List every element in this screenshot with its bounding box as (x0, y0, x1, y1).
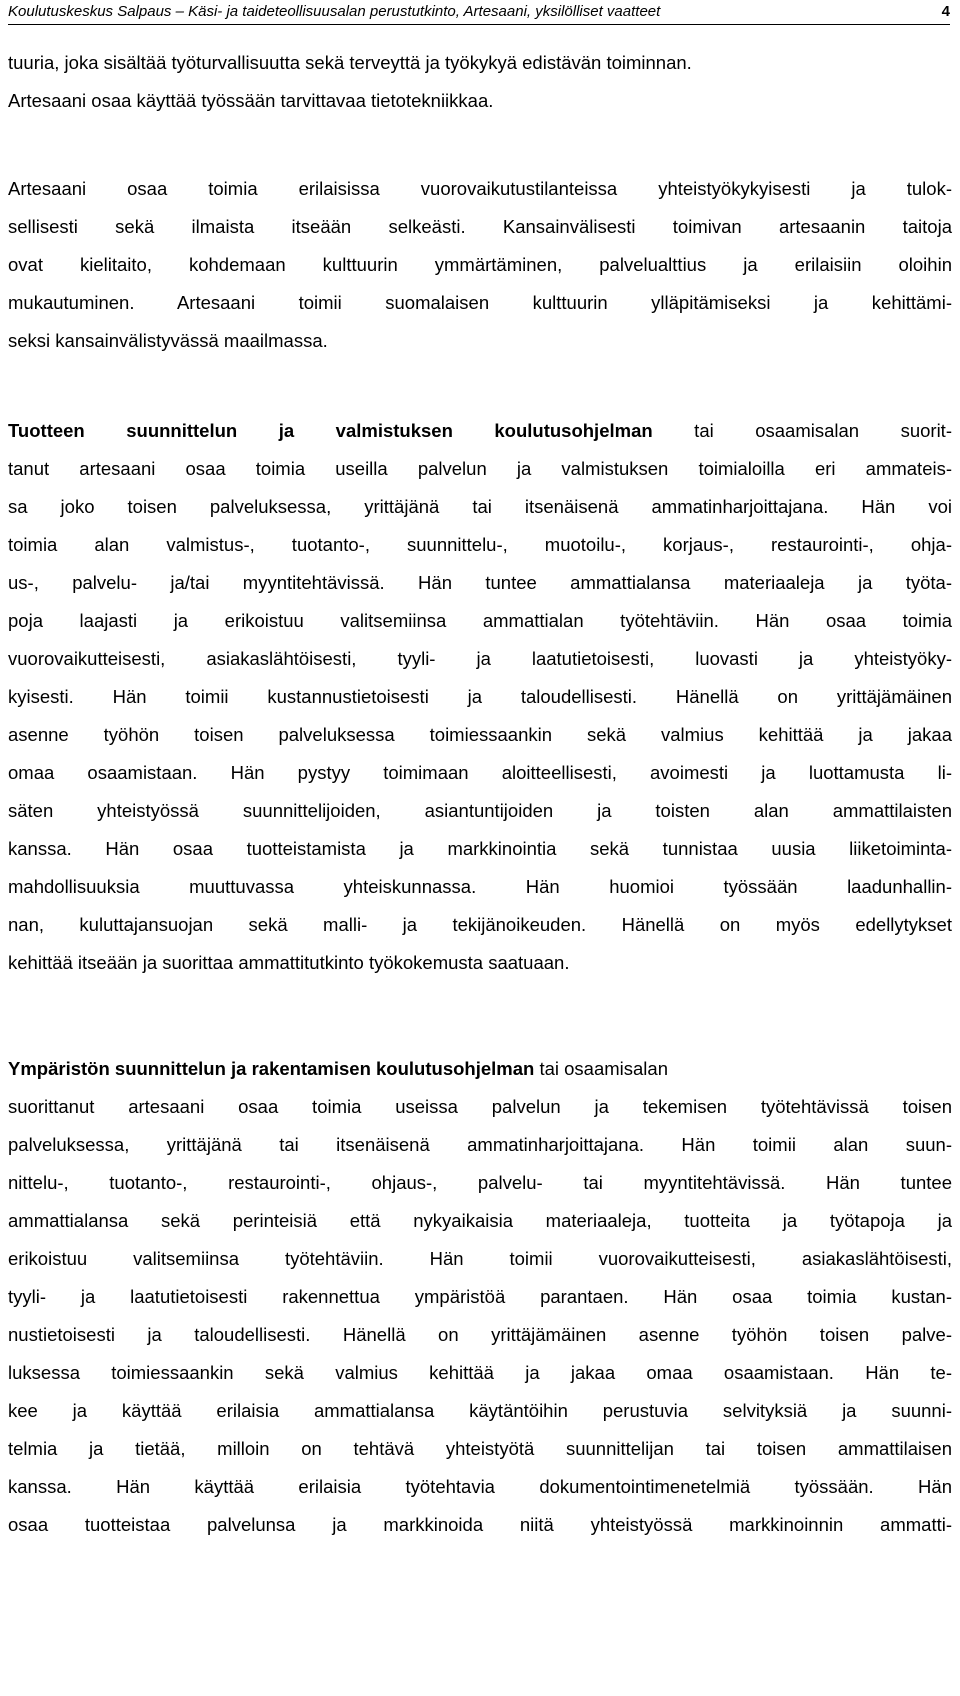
line-text: mukautuminen. Artesaani toimii suomalaisen kulttuurin ylläpitämiseksi ja kehittämi- (8, 292, 952, 313)
line-text: nan, kuluttajansuojan sekä malli- ja tekijänoikeuden. Hänellä on myös edellytykset (8, 914, 952, 935)
program-name: Tuotteen suunnittelun ja valmistuksen koulutusohjelman (8, 420, 653, 441)
text-line (8, 1164, 952, 1202)
line-text: osaa tuotteistaa palvelunsa ja markkinoida niitä yhteistyössä markkinoinnin ammatti- (8, 1514, 952, 1535)
header-title: Koulutuskeskus Salpaus – Käsi- ja taideteollisuusalan perustutkinto, Artesaani, yksilölliset vaatteet (8, 3, 661, 20)
line-text: omaa osaamistaan. Hän pystyy toimimaan aloitteellisesti, avoimesti ja luottamusta li- (8, 762, 952, 783)
page-header (8, 2, 950, 25)
line-text: tai osaamisalan suorit- (652, 420, 952, 441)
line-text: kyisesti. Hän toimii kustannustietoisesti ja taloudellisesti. Hänellä on yrittäjämäinen (8, 686, 952, 707)
text-line (8, 754, 952, 792)
text-line (8, 1392, 952, 1430)
text-line (8, 716, 952, 754)
paragraph-environment-design (8, 1050, 952, 1544)
line-text: asenne työhön toisen palveluksessa toimiessaankin sekä valmius kehittää ja jakaa (8, 724, 952, 745)
line-text: erikoistuu valitsemiinsa työtehtäviin. Hän toimii vuorovaikutteisesti, asiakaslähtöisesti, (8, 1248, 952, 1269)
text-line (8, 564, 952, 602)
line-text: ammattialansa sekä perinteisiä että nykyaikaisia materiaaleja, tuotteita ja työtapoja ja (8, 1210, 952, 1231)
text-line (8, 412, 952, 450)
line-text: toimia alan valmistus-, tuotanto-, suunnittelu-, muotoilu-, korjaus-, restaurointi-, ohja- (8, 534, 952, 555)
text-line (8, 792, 952, 830)
line-text: Artesaani osaa käyttää työssään tarvittavaa tietotekniikkaa. (8, 90, 494, 111)
line-text: tai osaamisalan (534, 1058, 668, 1079)
text-line (8, 906, 952, 944)
text-line (8, 1506, 952, 1544)
line-text: mahdollisuuksia muuttuvassa yhteiskunnassa. Hän huomioi työssään laadunhallin- (8, 876, 952, 897)
paragraph-product-design (8, 412, 952, 982)
line-text: sellisesti sekä ilmaista itseään selkeästi. Kansainvälisesti toimivan artesaanin taitoja (8, 216, 952, 237)
line-text: ovat kielitaito, kohdemaan kulttuurin ymmärtäminen, palvelualttius ja erilaisiin oloihin (8, 254, 952, 275)
paragraph-interaction (8, 170, 952, 360)
line-text: Artesaani osaa toimia erilaisissa vuorovaikutustilanteissa yhteistyökykyisesti ja tulok- (8, 178, 952, 199)
line-text: kehittää itseään ja suorittaa ammattitutkinto työkokemusta saatuaan. (8, 952, 570, 973)
text-line (8, 44, 952, 82)
line-text: palveluksessa, yrittäjänä tai itsenäisenä ammatinharjoittajana. Hän toimii alan suun- (8, 1134, 952, 1155)
text-line (8, 944, 952, 982)
line-text: sa joko toisen palveluksessa, yrittäjänä tai itsenäisenä ammatinharjoittajana. Hän voi (8, 496, 952, 517)
line-text: tanut artesaani osaa toimia useilla palvelun ja valmistuksen toimialoilla eri ammateis- (8, 458, 952, 479)
line-text: vuorovaikutteisesti, asiakaslähtöisesti, tyyli- ja laatutietoisesti, luovasti ja yhteistyöky- (8, 648, 952, 669)
text-line (8, 1088, 952, 1126)
line-text: suorittanut artesaani osaa toimia useissa palvelun ja tekemisen työtehtävissä toisen (8, 1096, 952, 1117)
text-line (8, 1202, 952, 1240)
line-text: poja laajasti ja erikoistuu valitsemiinsa ammattialan työtehtäviin. Hän osaa toimia (8, 610, 952, 631)
program-name: Ympäristön suunnittelun ja rakentamisen koulutusohjelman (8, 1058, 535, 1079)
line-text: seksi kansainvälistyvässä maailmassa. (8, 330, 328, 351)
line-text: nustietoisesti ja taloudellisesti. Hänellä on yrittäjämäinen asenne työhön toisen palve- (8, 1324, 952, 1345)
line-text: tuuria, joka sisältää työturvallisuutta sekä terveyttä ja työkykyä edistävän toiminnan. (8, 52, 692, 73)
line-text: us-, palvelu- ja/tai myyntitehtävissä. Hän tuntee ammattialansa materiaaleja ja työta- (8, 572, 952, 593)
text-line (8, 1316, 952, 1354)
line-text: luksessa toimiessaankin sekä valmius kehittää ja jakaa omaa osaamistaan. Hän te- (8, 1362, 952, 1383)
text-line (8, 208, 952, 246)
line-text: tyyli- ja laatutietoisesti rakennettua ympäristöä parantaen. Hän osaa toimia kustan- (8, 1286, 952, 1307)
text-line (8, 1354, 952, 1392)
text-line (8, 602, 952, 640)
text-line (8, 1126, 952, 1164)
text-line (8, 246, 952, 284)
text-line (8, 488, 952, 526)
text-line (8, 678, 952, 716)
text-line (8, 1468, 952, 1506)
text-line (8, 830, 952, 868)
text-line (8, 1430, 952, 1468)
text-line (8, 1240, 952, 1278)
line-text: nittelu-, tuotanto-, restaurointi-, ohjaus-, palvelu- tai myyntitehtävissä. Hän tuntee (8, 1172, 952, 1193)
page-number: 4 (941, 3, 950, 20)
text-line (8, 284, 952, 322)
line-text: kanssa. Hän osaa tuotteistamista ja markkinointia sekä tunnistaa uusia liiketoiminta- (8, 838, 952, 859)
text-line (8, 640, 952, 678)
line-text: kee ja käyttää erilaisia ammattialansa käytäntöihin perustuvia selvityksiä ja suunni- (8, 1400, 952, 1421)
paragraph-safety (8, 44, 952, 120)
text-line (8, 526, 952, 564)
line-text: säten yhteistyössä suunnittelijoiden, asiantuntijoiden ja toisten alan ammattilaisten (8, 800, 952, 821)
text-line (8, 1050, 952, 1088)
text-line (8, 1278, 952, 1316)
text-line (8, 322, 952, 360)
line-text: telmia ja tietää, milloin on tehtävä yhteistyötä suunnittelijan tai toisen ammattilaisen (8, 1438, 952, 1459)
text-line (8, 868, 952, 906)
text-line (8, 170, 952, 208)
text-line (8, 450, 952, 488)
line-text: kanssa. Hän käyttää erilaisia työtehtavia dokumentointimenetelmiä työssään. Hän (8, 1476, 952, 1497)
text-line (8, 82, 952, 120)
